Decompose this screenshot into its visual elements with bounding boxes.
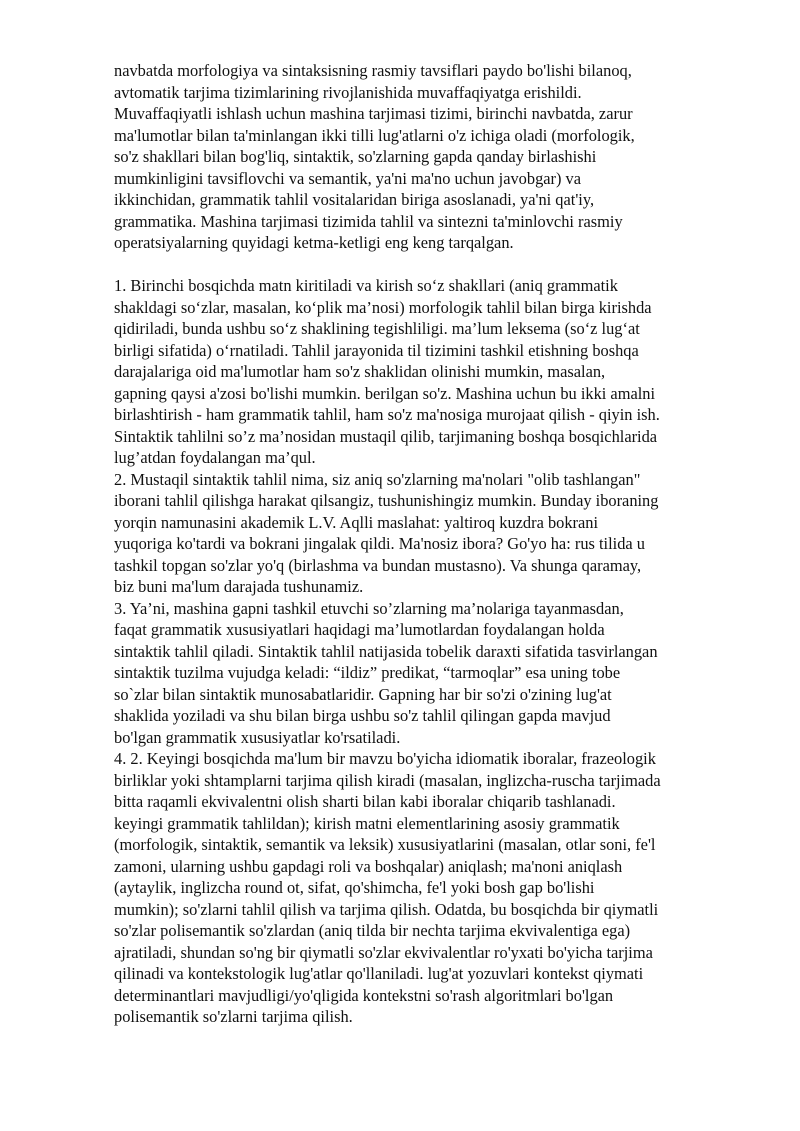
intro-paragraph bbox=[114, 60, 714, 254]
item-3-paragraph bbox=[114, 598, 714, 749]
text-line: 1. Birinchi bosqichda matn kiritiladi va kirish so‘z shakllari (aniq grammatik bbox=[114, 276, 618, 295]
text-line: zamoni, ularning ushbu gapdagi roli va boshqalar) aniqlash; ma'noni aniqlash bbox=[114, 856, 623, 876]
text-line: qidiriladi, bunda ushbu so‘z shaklining tegishliligi. ma’lum leksema (so‘z lug‘at bbox=[114, 319, 640, 338]
text-line: birliklar yoki shtamplarni tarjima qilish kiradi (masalan, inglizcha-ruscha tarjimada bbox=[114, 770, 661, 790]
item-2-paragraph bbox=[114, 469, 714, 598]
text-line: mumkinligini tavsiflovchi va semantik, ya'ni ma'no uchun javobgar) va bbox=[114, 168, 582, 188]
text-line: biz buni ma'lum darajada tushunamiz. bbox=[114, 577, 364, 596]
item-1-paragraph bbox=[114, 275, 714, 469]
text-line: sintaktik tuzilma vujudga keladi: “ildiz” predikat, “tarmoqlar” esa uning tobe bbox=[114, 663, 621, 682]
paragraph-spacer bbox=[114, 254, 714, 276]
text-line: navbatda morfologiya va sintaksisning rasmiy tavsiflari paydo bo'lishi bilanoq, bbox=[114, 61, 632, 80]
text-line: 4. 2. Keyingi bosqichda ma'lum bir mavzu bo'yicha idiomatik iboralar, frazeologik bbox=[114, 749, 656, 768]
text-line: sintaktik tahlil qiladi. Sintaktik tahlil natijasida tobelik daraxti sifatida tasvirlangan bbox=[114, 641, 658, 661]
text-line: keyingi grammatik tahlildan); kirish matni elementlarining asosiy grammatik bbox=[114, 813, 620, 833]
text-line: mumkin); so'zlarni tahlil qilish va tarjima qilish. Odatda, bu bosqichda bir qiymatli bbox=[114, 899, 659, 919]
text-line: birlashtirish - ham grammatik tahlil, ham so'z ma'nosiga murojaat qilish - qiyin ish. bbox=[114, 405, 660, 424]
text-line: Muvaffaqiyatli ishlash uchun mashina tarjimasi tizimi, birinchi navbatda, zarur bbox=[114, 104, 633, 123]
text-line: ajratiladi, shundan so'ng bir qiymatli so'zlar ekvivalentlar ro'yxati bo'yicha tarjima bbox=[114, 942, 653, 962]
text-line: polisemantik so'zlarni tarjima qilish. bbox=[114, 1007, 353, 1026]
text-line: grammatika. Mashina tarjimasi tizimida tahlil va sintezni ta'minlovchi rasmiy bbox=[114, 211, 623, 231]
text-line: iborani tahlil qilishga harakat qilsangiz, tushunishingiz mumkin. Bunday iboraning bbox=[114, 491, 659, 510]
text-line: Sintaktik tahlilni so’z ma’nosidan mustaqil qilib, tarjimaning boshqa bosqichlarida bbox=[114, 426, 658, 446]
text-line: yorqin namunasini akademik L.V. Aqlli maslahat: yaltiroq kuzdra bokrani bbox=[114, 512, 599, 532]
text-line: so'zlar polisemantik so'zlardan (aniq tilda bir nechta tarjima ekvivalentiga ega) bbox=[114, 921, 631, 940]
text-line: so`zlar bilan sintaktik munosabatlaridir. Gapning har bir so'zi o'zining lug'at bbox=[114, 684, 612, 704]
text-line: operatsiyalarning quyidagi ketma-ketligi eng keng tarqalgan. bbox=[114, 233, 514, 252]
text-line: gapning qaysi a'zosi bo'lishi mumkin. berilgan so'z. Mashina uchun bu ikki amalni bbox=[114, 383, 656, 403]
text-line: bitta raqamli ekvivalentni olish sharti bilan kabi iboralar chiqarib tashlanadi. bbox=[114, 792, 616, 811]
text-line: ikkinchidan, grammatik tahlil vositalaridan biriga asoslanadi, ya'ni qat'iy, bbox=[114, 190, 595, 209]
text-line: determinantlari mavjudligi/yo'qligida kontekstni so'rash algoritmlari bo'lgan bbox=[114, 985, 614, 1005]
text-line: so'z shakllari bilan bog'liq, sintaktik, so'zlarning gapda qanday birlashishi bbox=[114, 147, 597, 166]
text-line: faqat grammatik xususiyatlari haqidagi ma’lumotlardan foydalangan holda bbox=[114, 620, 605, 639]
text-line: avtomatik tarjima tizimlarining rivojlanishida muvaffaqiyatga erishildi. bbox=[114, 82, 582, 102]
text-line: shaklida yoziladi va shu bilan birga ushbu so'z tahlil qilingan gapda mavjud bbox=[114, 706, 611, 725]
text-line: ma'lumotlar bilan ta'minlangan ikki tilli lug'atlarni o'z ichiga oladi (morfologik, bbox=[114, 125, 635, 145]
text-line: (aytaylik, inglizcha round ot, sifat, qo'shimcha, fe'l yoki bosh gap bo'lishi bbox=[114, 878, 595, 897]
text-line: 2. Mustaqil sintaktik tahlil nima, siz aniq so'zlarning ma'nolari "olib tashlangan" bbox=[114, 469, 641, 489]
document-page bbox=[114, 60, 714, 1028]
text-line: tashkil topgan so'zlar yo'q (birlashma va bundan mustasno). Va shunga qaramay, bbox=[114, 555, 642, 575]
text-line: qilinadi va kontekstologik lug'atlar qo'llaniladi. lug'at yozuvlari kontekst qiymati bbox=[114, 964, 644, 983]
text-line: bo'lgan grammatik xususiyatlar ko'rsatiladi. bbox=[114, 727, 401, 747]
text-line: darajalariga oid ma'lumotlar ham so'z shaklidan olinishi mumkin, masalan, bbox=[114, 362, 606, 381]
text-line: lug’atdan foydalangan ma’qul. bbox=[114, 448, 316, 467]
text-line: shakldagi so‘zlar, masalan, ko‘plik ma’nosi) morfologik tahlil bilan birga kirishda bbox=[114, 297, 652, 317]
text-line: yuqoriga ko'tardi va bokrani jingalak qildi. Ma'nosiz ibora? Go'yo ha: rus tilida u bbox=[114, 534, 645, 553]
text-line: 3. Ya’ni, mashina gapni tashkil etuvchi so’zlarning ma’nolariga tayanmasdan, bbox=[114, 598, 624, 618]
text-line: birligi sifatida) o‘rnatiladi. Tahlil jarayonida til tizimini tashkil etishning boshqa bbox=[114, 340, 639, 360]
item-4-paragraph bbox=[114, 748, 714, 1028]
text-line: (morfologik, sintaktik, semantik va leksik) xususiyatlarini (masalan, otlar soni, fe'l bbox=[114, 835, 656, 854]
